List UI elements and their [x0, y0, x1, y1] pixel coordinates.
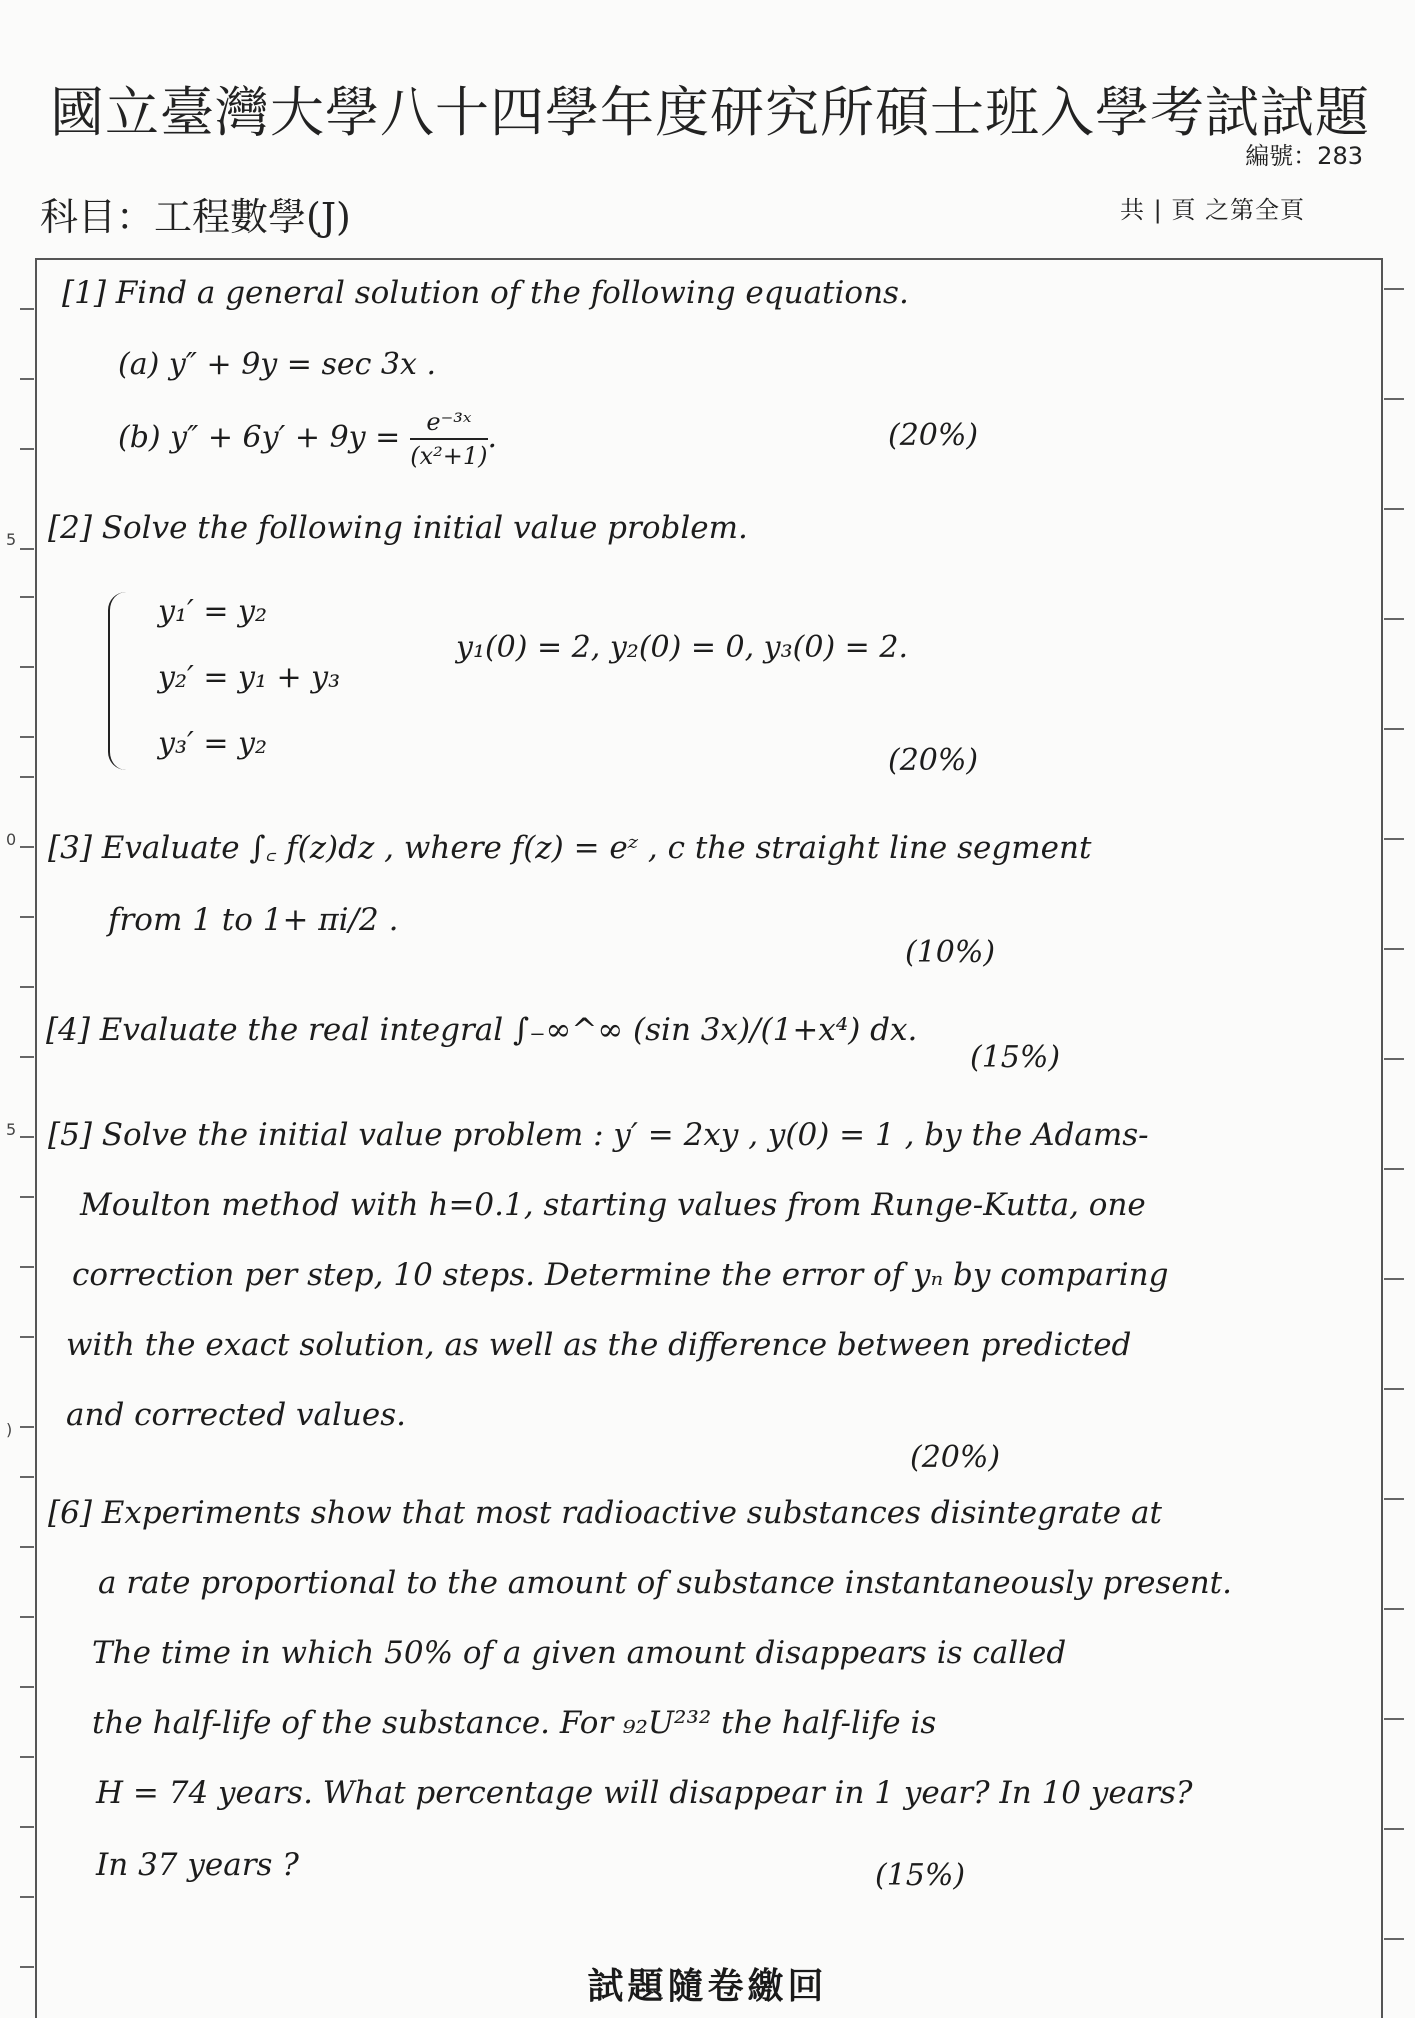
question-4-text: [4] Evaluate the real integral ∫₋∞^∞ (sin 3x)/(1+x⁴) dx.: [46, 1012, 918, 1048]
question-1b-lhs: (b) y″ + 6y′ + 9y =: [118, 420, 401, 455]
margin-tick: [1384, 508, 1404, 510]
question-5-text-line3: correction per step, 10 steps. Determine the error of yₙ by comparing: [72, 1257, 1169, 1293]
question-6-text-line2: a rate proportional to the amount of substance instantaneously present.: [98, 1565, 1232, 1601]
question-1b-equation: [118, 408, 497, 470]
question-2-text: [2] Solve the following initial value problem.: [48, 510, 748, 546]
footer-return-note: 試題隨卷繳回: [587, 1965, 828, 2007]
question-6-text-line5: H = 74 years. What percentage will disappear in 1 year? In 10 years?: [96, 1775, 1193, 1811]
margin-tick: [20, 1546, 34, 1548]
margin-tick: [1384, 1168, 1404, 1170]
margin-tick: [20, 916, 34, 918]
margin-tick: [1384, 1718, 1404, 1720]
margin-label: ): [6, 1420, 13, 1439]
margin-tick: [20, 1476, 34, 1478]
margin-tick: [20, 1616, 34, 1618]
question-3-text-line1: [3] Evaluate ∫꜀ f(z)dz , where f(z) = eᶻ , c the straight line segment: [48, 830, 1092, 866]
question-1-text: [1] Find a general solution of the following equations.: [62, 275, 909, 311]
question-1-points: (20%): [888, 418, 979, 453]
question-5-points: (20%): [910, 1440, 1001, 1475]
margin-tick: [1384, 1388, 1404, 1390]
margin-tick: [20, 1426, 34, 1428]
margin-tick: [20, 1826, 34, 1828]
question-2-eq1: y₁′ = y₂: [158, 594, 267, 629]
question-2-eq2: y₂′ = y₁ + y₃: [158, 660, 341, 695]
margin-tick: [1384, 288, 1404, 290]
margin-tick: [20, 448, 34, 450]
margin-tick: [1384, 1278, 1404, 1280]
margin-tick: [20, 666, 34, 668]
margin-tick: [1384, 1058, 1404, 1060]
question-2-eq3: y₃′ = y₂: [158, 726, 267, 761]
margin-tick: [20, 986, 34, 988]
margin-tick: [20, 1756, 34, 1758]
question-6-text-line6: In 37 years ?: [96, 1847, 299, 1883]
margin-tick: [20, 378, 34, 380]
margin-tick: [20, 1896, 34, 1898]
margin-tick: [20, 776, 34, 778]
margin-tick: [1384, 838, 1404, 840]
question-5-text-line4: with the exact solution, as well as the difference between predicted: [66, 1327, 1132, 1363]
question-1b-denominator: (x²+1): [410, 442, 488, 470]
question-6-text-line4: the half-life of the substance. For ₉₂U²³² the half-life is: [92, 1705, 937, 1741]
margin-tick: [1384, 1828, 1404, 1830]
question-2-points: (20%): [888, 743, 979, 778]
question-3-text-line2: from 1 to 1+ πi/2 .: [108, 902, 399, 938]
margin-tick: [1384, 1608, 1404, 1610]
system-brace: [108, 592, 130, 770]
question-2-initial-conditions: y₁(0) = 2, y₂(0) = 0, y₃(0) = 2.: [456, 630, 908, 665]
margin-tick: [20, 308, 34, 310]
margin-tick: [20, 1266, 34, 1268]
margin-label: 5: [6, 530, 17, 549]
question-1a-equation: (a) y″ + 9y = sec 3x .: [118, 347, 437, 382]
margin-label: 0: [6, 830, 17, 849]
margin-tick: [1384, 728, 1404, 730]
margin-tick: [20, 1136, 34, 1138]
question-5-text-line1: [5] Solve the initial value problem : y′ = 2xy , y(0) = 1 , by the Adams-: [48, 1117, 1149, 1153]
question-5-text-line5: and corrected values.: [66, 1397, 407, 1433]
question-1b-numerator: e⁻³ˣ: [410, 408, 487, 440]
margin-tick: [20, 548, 34, 550]
question-6-text-line3: The time in which 50% of a given amount disappears is called: [92, 1635, 1067, 1671]
margin-tick: [1384, 948, 1404, 950]
margin-tick: [20, 736, 34, 738]
margin-tick: [1384, 398, 1404, 400]
exam-subject: 科目：工程數學(J): [40, 195, 351, 239]
question-3-points: (10%): [905, 935, 996, 970]
margin-label: 5: [6, 1120, 17, 1139]
question-5-text-line2: Moulton method with h=0.1, starting values from Runge-Kutta, one: [80, 1187, 1146, 1223]
question-6-text-line1: [6] Experiments show that most radioactive substances disintegrate at: [48, 1495, 1162, 1531]
margin-tick: [20, 846, 34, 848]
exam-title: 國立臺灣大學八十四學年度研究所碩士班入學考試試題: [50, 81, 1370, 144]
page-count: 共 | 頁 之第全頁: [1120, 196, 1305, 224]
question-6-points: (15%): [875, 1858, 966, 1893]
exam-code: 編號：283: [1245, 142, 1363, 170]
margin-tick: [1384, 1938, 1404, 1940]
question-1b-fraction: [410, 408, 487, 470]
question-4-points: (15%): [970, 1040, 1061, 1075]
margin-tick: [20, 596, 34, 598]
margin-tick: [20, 1196, 34, 1198]
margin-tick: [20, 1056, 34, 1058]
margin-tick: [1384, 1498, 1404, 1500]
question-1b-end: .: [487, 420, 498, 455]
margin-tick: [1384, 618, 1404, 620]
margin-tick: [20, 1686, 34, 1688]
margin-tick: [20, 1336, 34, 1338]
